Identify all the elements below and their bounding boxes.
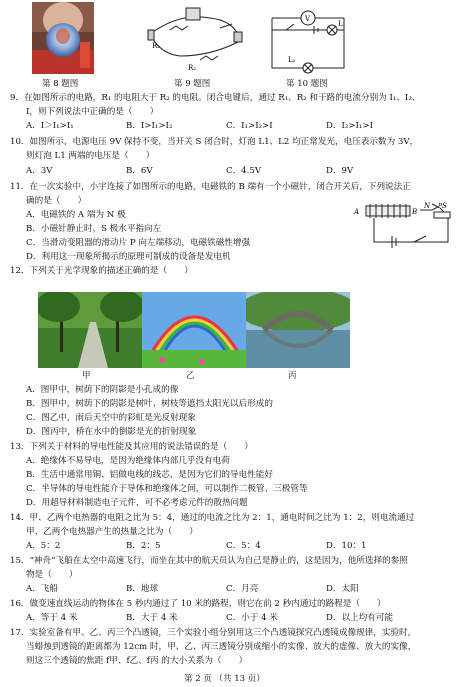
q10-option-a: A．3V xyxy=(26,166,53,176)
end-b-label: B xyxy=(412,208,418,216)
q12-option-b: B．图甲中，树荫下的阴影是树叶、树枝等遮挡太阳光以后形成的 xyxy=(26,399,273,409)
q15-option-c: C．月亮 xyxy=(226,584,259,594)
q10-circuit-diagram xyxy=(266,4,352,76)
q16-option-d: D．以上均有可能 xyxy=(326,613,394,623)
photo-jia-label: 甲 xyxy=(82,371,91,381)
photo-yi-label: 乙 xyxy=(186,371,195,381)
q13-option-c: C．半导体的导电性能介于导体和绝缘体之间，可以制作二极管、三极管等 xyxy=(26,484,308,494)
q9-circuit-diagram xyxy=(140,4,250,74)
needle-n-label: N xyxy=(424,202,431,210)
q12-option-c: C．图乙中，雨后天空中的彩虹是光反射现象 xyxy=(26,413,196,423)
q11-option-d: D．利用这一现象所揭示的原理可制成的设备是发电机 xyxy=(26,252,231,262)
q10-line-1: 10．如图所示，电源电压 9V 保持不变，当开关 S 闭合时，灯泡 L1、L2 均正常发光，电压表示数为 3V， xyxy=(10,137,419,147)
q14-option-c: C．5：4 xyxy=(226,541,261,551)
q17-line-1: 17．实验室备有甲、乙、丙三个凸透镜，三个实验小组分别用这三个凸透镜探究凸透镜成像规律，实验时， xyxy=(10,628,417,638)
q15-line-1: 15．“神舟”飞船在太空中高速飞行，而坐在其中的航天员认为自己是静止的，这是因为，他所选择的参照 xyxy=(10,556,408,566)
q10-option-c: C．4.5V xyxy=(226,166,262,176)
q15-option-d: D．太阳 xyxy=(326,584,359,594)
q9-caption: 第 9 题图 xyxy=(174,79,211,89)
bridge-reflection-photo xyxy=(246,292,350,368)
q14-option-d: D．10：1 xyxy=(326,541,367,551)
q9-option-b: B．I>I₁>I₂ xyxy=(126,121,173,131)
q8-photo xyxy=(32,2,94,74)
q9-option-a: A．I＞I₁>I₁ xyxy=(26,121,74,131)
r1-label: R₁ xyxy=(152,42,161,50)
slider-p-label: P xyxy=(438,203,443,210)
q10-option-b: B．6V xyxy=(126,166,153,176)
page-footer: 第 2 页 （共 13 页） xyxy=(184,674,265,684)
photo-jia xyxy=(38,292,142,368)
q15-option-b: B．地球 xyxy=(126,584,159,594)
q10-line-2: 则灯泡 L1 两端的电压是（ ） xyxy=(26,151,155,161)
photo-bing-label: 丙 xyxy=(288,371,297,381)
q13-line-1: 13．下列关于材料的导电性能及其应用的说法错误的是（ ） xyxy=(10,442,253,452)
r2-label: R₂ xyxy=(188,64,197,72)
tree-shade-photo xyxy=(38,292,142,368)
q16-option-c: C．小于 4 米 xyxy=(226,613,278,623)
q16-option-a: A．等于 4 米 xyxy=(26,613,78,623)
voltmeter-label: V xyxy=(305,15,311,23)
l2-label: L₂ xyxy=(288,56,296,64)
q9-option-d: D．I₂>I₁>I xyxy=(326,121,373,131)
q13-option-b: B．生活中通常用铜、铝做电线的线芯，是因为它们的导电性能好 xyxy=(26,470,273,480)
q13-option-d: D．用超导材料制造电子元件，可不必考虑元件的散热问题 xyxy=(26,498,248,508)
rainbow-photo xyxy=(142,292,246,368)
q8-caption: 第 8 题图 xyxy=(42,79,79,89)
q14-option-b: B．2：5 xyxy=(126,541,161,551)
q17-line-3: 则这三个透镜的焦距 f甲、f乙、f丙 的大小关系为（ ） xyxy=(26,656,248,666)
q11-option-c: C．当滑动变阻器的滑动片 P 向左端移动，电磁铁磁性增强 xyxy=(26,238,251,248)
q11-electromagnet-diagram xyxy=(352,198,464,256)
q9-line-2: I，则下列说法中正确的是（ ） xyxy=(26,107,159,117)
q9-line-1: 9．在如图所示的电路，R₁ 的电阻大于 R₂ 的电阻。闭合电键后，通过 R₁、R₂ 和干路的电流分别为 I₁、I₂、 xyxy=(10,93,421,103)
q12-option-a: A．图甲中，树荫下的阴影是小孔成的像 xyxy=(26,385,179,395)
astronaut-water-ball-photo xyxy=(32,2,94,74)
q10-caption: 第 10 题图 xyxy=(286,79,328,89)
q17-line-2: 当蜡烛到透镜的距离都为 12cm 时，甲、乙、丙三透镜分别成缩小的实像、放大的虚像、放大的实像， xyxy=(26,642,417,652)
l1-label: L₁ xyxy=(338,20,346,28)
q14-line-2: 甲、乙两个电热器产生的热量之比为（ ） xyxy=(26,527,198,537)
q11-option-a: A．电磁铁的 A 端为 N 极 xyxy=(26,210,126,220)
q10-option-d: D．9V xyxy=(326,166,354,176)
needle-s-label: S xyxy=(442,202,447,210)
q15-line-2: 物是（ ） xyxy=(26,570,78,580)
end-a-label: A xyxy=(354,208,360,216)
q12-line-1: 12．下列关于光学现象的描述正确的是（ ） xyxy=(10,266,193,276)
q11-line-2: 确的是（ ） xyxy=(26,196,87,206)
photo-yi xyxy=(142,292,246,368)
q11-option-b: B．小磁针静止时，S 极水平指向左 xyxy=(26,224,162,234)
q16-option-b: B．大于 4 米 xyxy=(126,613,178,623)
q14-line-1: 14．甲、乙两个电热器的电阻之比为 5：4，通过的电流之比为 2：1，通电时间之比为 1：2，则电流通过 xyxy=(10,513,415,523)
q16-line-1: 16．做变速直线运动的物体在 5 秒内通过了 10 米的路程，则它在前 2 秒内通过的路程是（ ） xyxy=(10,599,386,609)
photo-bing xyxy=(246,292,350,368)
q15-option-a: A．飞船 xyxy=(26,584,58,594)
q9-option-c: C．I₁>I₂>I xyxy=(226,121,273,131)
q12-option-d: D．图丙中，桥在水中的倒影是光的折射现象 xyxy=(26,427,197,437)
q14-option-a: A．5：2 xyxy=(26,541,61,551)
q13-option-a: A．绝缘体不易导电，是因为绝缘体内部几乎没有电荷 xyxy=(26,456,230,466)
q11-line-1: 11．在一次实验中，小宇连接了如图所示的电路，电磁铁的 B 端有一个小磁针，闭合开关后，下列说法正 xyxy=(10,182,411,192)
